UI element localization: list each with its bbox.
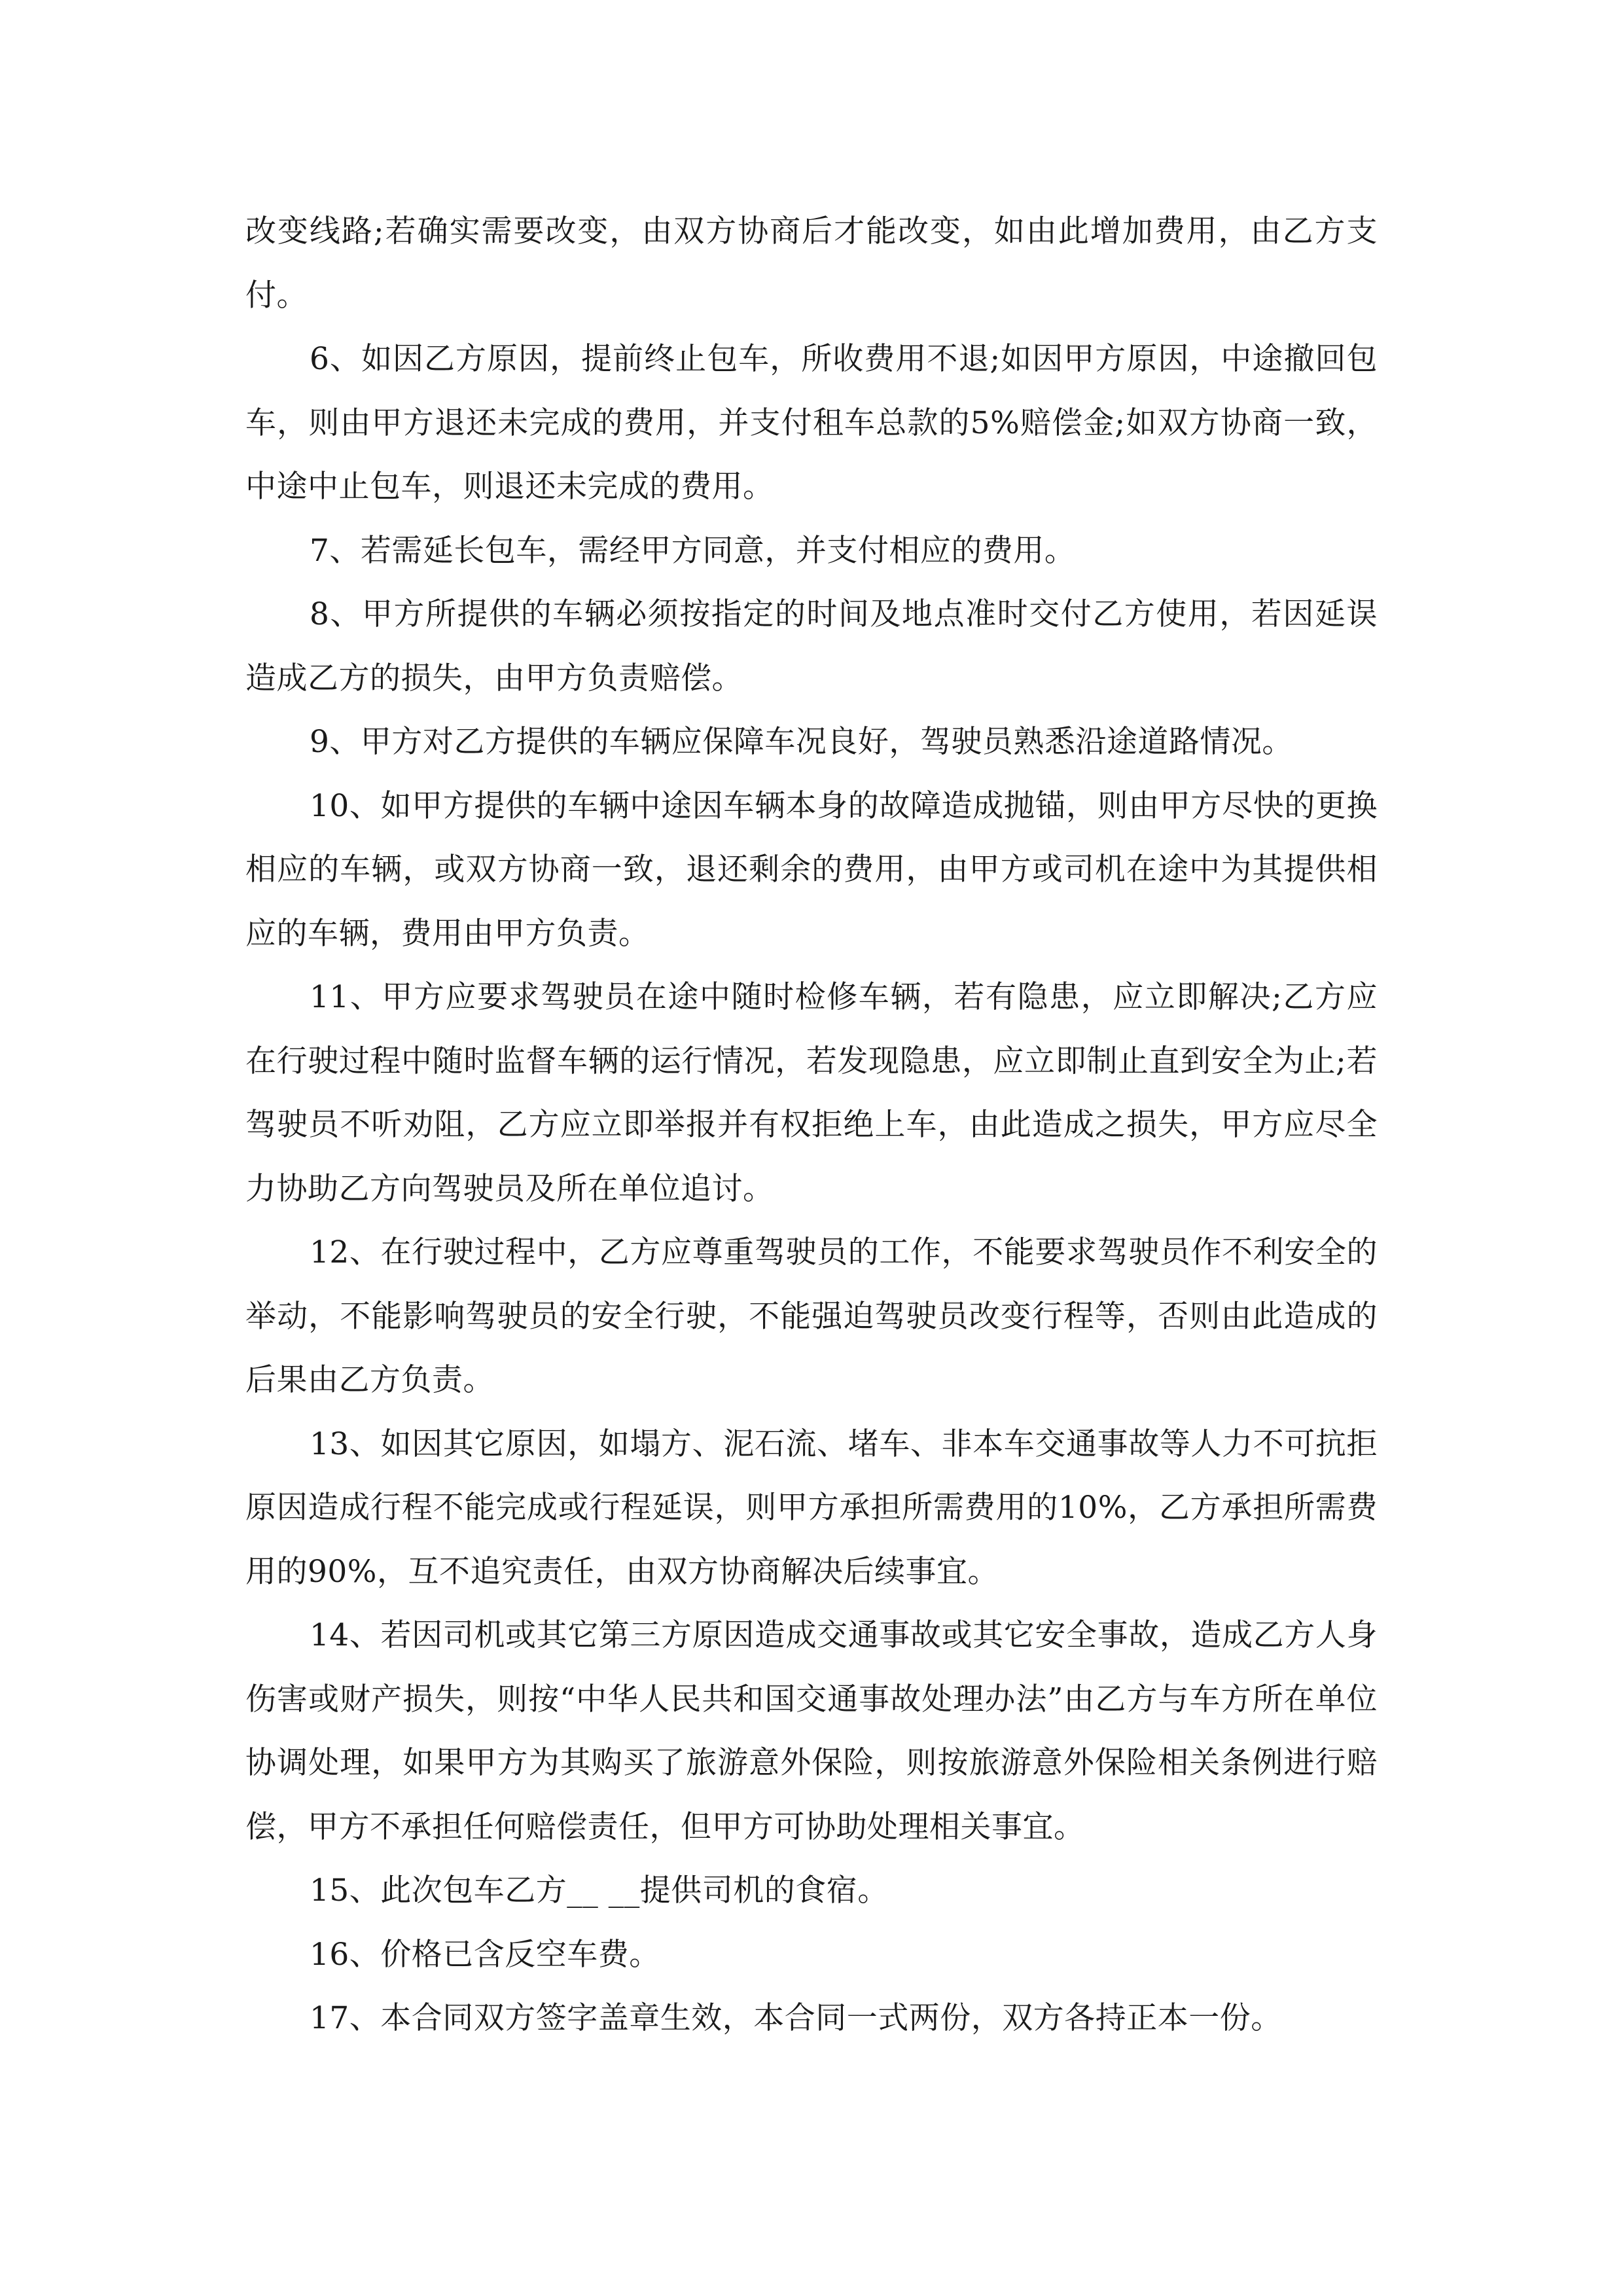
paragraph-clause-8: 8、甲方所提供的车辆必须按指定的时间及地点准时交付乙方使用，若因延误造成乙方的损失，由甲方负责赔偿。	[245, 596, 1378, 696]
paragraph-clause-12: 12、在行驶过程中，乙方应尊重驾驶员的工作，不能要求驾驶员作不利安全的举动，不能影响驾驶员的安全行驶，不能强迫驾驶员改变行程等，否则由此造成的后果由乙方负责。	[245, 1234, 1378, 1398]
paragraph-clause-11: 11、甲方应要求驾驶员在途中随时检修车辆，若有隐患，应立即解决;乙方应在行驶过程中随时监督车辆的运行情况，若发现隐患，应立即制止直到安全为止;若驾驶员不听劝阻，乙方应立即举报并有权拒绝上车，由此造成之损失，甲方应尽全力协助乙方向驾驶员及所在单位追讨。	[245, 979, 1378, 1207]
document-body	[245, 200, 1378, 2051]
paragraph-clause-17: 17、本合同双方签字盖章生效，本合同一式两份，双方各持正本一份。	[310, 2000, 1282, 2036]
paragraph-clause-6: 6、如因乙方原因，提前终止包车，所收费用不退;如因甲方原因，中途撤回包车，则由甲方退还未完成的费用，并支付租车总款的5%赔偿金;如双方协商一致，中途中止包车，则退还未完成的费用。	[245, 341, 1378, 505]
paragraph-clause-14: 14、若因司机或其它第三方原因造成交通事故或其它安全事故，造成乙方人身伤害或财产损失，则按“中华人民共和国交通事故处理办法”由乙方与车方所在单位协调处理，如果甲方为其购买了旅游意外保险，则按旅游意外保险相关条例进行赔偿，甲方不承担任何赔偿责任，但甲方可协助处理相关事宜。	[245, 1617, 1378, 1845]
paragraph-clause-7: 7、若需延长包车，需经甲方同意，并支付相应的费用。	[310, 532, 1076, 569]
paragraph-clause-13: 13、如因其它原因，如塌方、泥石流、堵车、非本车交通事故等人力不可抗拒原因造成行程不能完成或行程延误，则甲方承担所需费用的10%，乙方承担所需费用的90%，互不追究责任，由双方协商解决后续事宜。	[245, 1426, 1378, 1590]
paragraph-continuation: 改变线路;若确实需要改变，由双方协商后才能改变，如由此增加费用，由乙方支付。	[245, 213, 1378, 314]
paragraph-clause-15: 15、此次包车乙方__ __提供司机的食宿。	[310, 1873, 889, 1909]
paragraph-clause-16: 16、价格已含反空车费。	[310, 1936, 660, 1973]
paragraph-clause-10: 10、如甲方提供的车辆中途因车辆本身的故障造成抛锚，则由甲方尽快的更换相应的车辆，或双方协商一致，退还剩余的费用，由甲方或司机在途中为其提供相应的车辆，费用由甲方负责。	[245, 787, 1378, 952]
paragraph-clause-9: 9、甲方对乙方提供的车辆应保障车况良好，驾驶员熟悉沿途道路情况。	[310, 724, 1293, 760]
